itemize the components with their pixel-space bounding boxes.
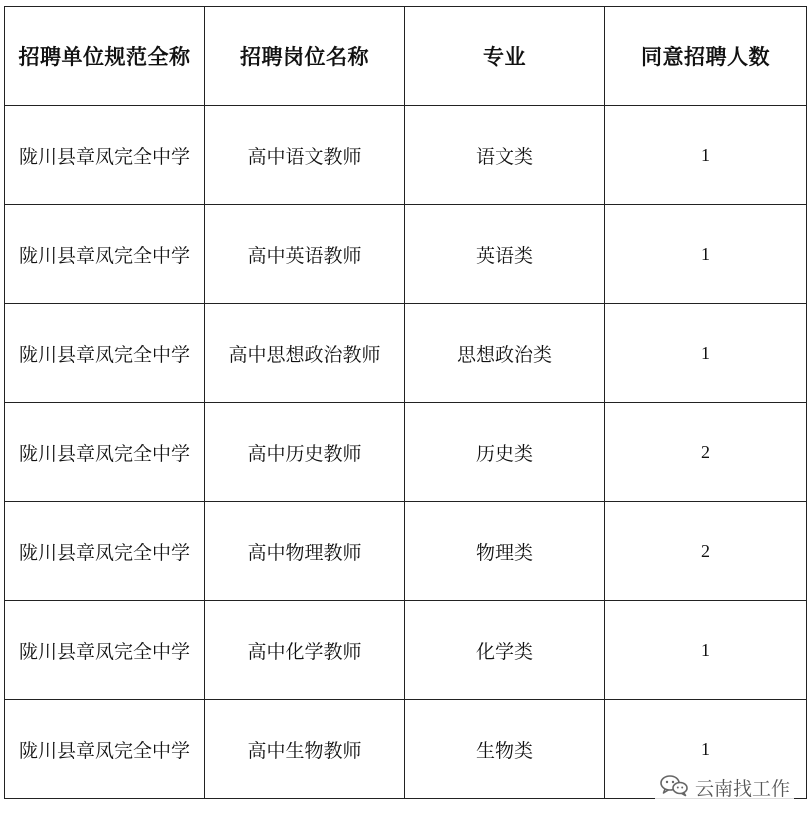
cell-unit: 陇川县章凤完全中学	[5, 601, 205, 700]
cell-position: 高中语文教师	[205, 106, 405, 205]
table-row	[5, 205, 807, 304]
cell-unit: 陇川县章凤完全中学	[5, 403, 205, 502]
cell-unit: 陇川县章凤完全中学	[5, 502, 205, 601]
cell-major: 生物类	[405, 700, 605, 799]
watermark	[655, 771, 794, 804]
cell-major: 化学类	[405, 601, 605, 700]
cell-unit: 陇川县章凤完全中学	[5, 700, 205, 799]
cell-count: 1	[605, 106, 807, 205]
cell-major: 英语类	[405, 205, 605, 304]
header-position: 招聘岗位名称	[205, 7, 405, 106]
header-count: 同意招聘人数	[605, 7, 807, 106]
recruitment-table-sheet	[4, 6, 806, 814]
cell-position: 高中化学教师	[205, 601, 405, 700]
table-row	[5, 403, 807, 502]
table-row	[5, 502, 807, 601]
cell-major: 物理类	[405, 502, 605, 601]
cell-position: 高中思想政治教师	[205, 304, 405, 403]
cell-unit: 陇川县章凤完全中学	[5, 304, 205, 403]
watermark-text: 云南找工作	[694, 778, 790, 800]
cell-major: 历史类	[405, 403, 605, 502]
header-unit: 招聘单位规范全称	[5, 7, 205, 106]
table-row	[5, 601, 807, 700]
header-major: 专业	[405, 7, 605, 106]
cell-count: 1	[605, 304, 807, 403]
recruitment-table	[4, 6, 807, 799]
cell-count: 1	[605, 205, 807, 304]
cell-position: 高中生物教师	[205, 700, 405, 799]
table-row	[5, 106, 807, 205]
cell-major: 语文类	[405, 106, 605, 205]
cell-unit: 陇川县章凤完全中学	[5, 205, 205, 304]
cell-position: 高中历史教师	[205, 403, 405, 502]
cell-position: 高中英语教师	[205, 205, 405, 304]
wechat-icon	[659, 773, 689, 802]
cell-count: 1	[605, 601, 807, 700]
cell-major: 思想政治类	[405, 304, 605, 403]
table-header-row	[5, 7, 807, 106]
cell-position: 高中物理教师	[205, 502, 405, 601]
cell-unit: 陇川县章凤完全中学	[5, 106, 205, 205]
table-row	[5, 304, 807, 403]
cell-count: 2	[605, 403, 807, 502]
cell-count: 2	[605, 502, 807, 601]
cell-count: 1	[605, 700, 807, 799]
